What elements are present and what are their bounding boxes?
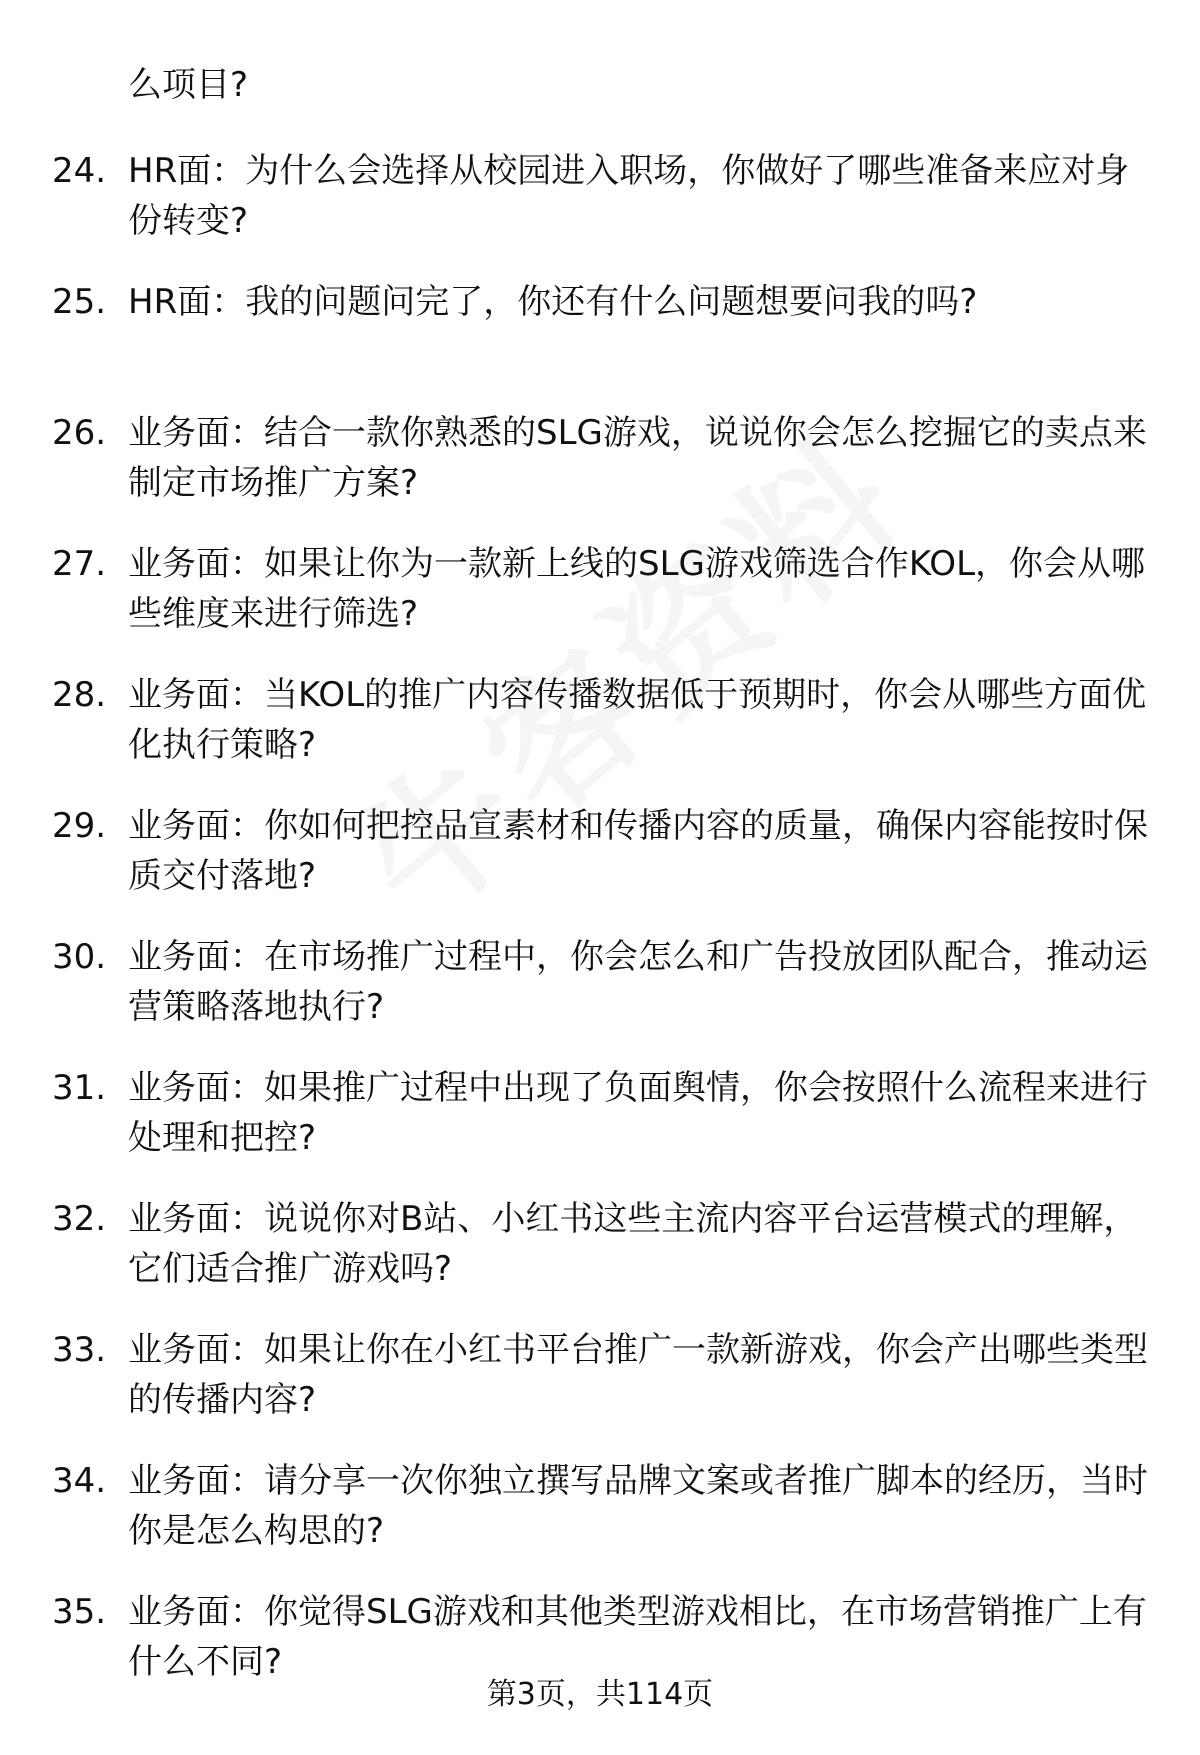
question-number: 34. <box>52 1461 107 1501</box>
question-text: HR面：我的问题问完了，你还有什么问题想要问我的吗? <box>128 282 978 322</box>
question-number: 31. <box>52 1068 107 1108</box>
question-number: 28. <box>52 675 107 715</box>
question-item <box>0 670 1200 801</box>
question-number: 29. <box>52 806 107 846</box>
question-item <box>0 1325 1200 1456</box>
question-text: 业务面：如果推广过程中出现了负面舆情，你会按照什么流程来进行处理和把控? <box>128 1068 1148 1158</box>
question-continuation: 么项目? <box>128 65 249 105</box>
question-text: 业务面：如果让你在小红书平台推广一款新游戏，你会产出哪些类型的传播内容? <box>128 1330 1148 1420</box>
question-text: 业务面：如果让你为一款新上线的SLG游戏筛选合作KOL，你会从哪些维度来进行筛选? <box>128 544 1146 634</box>
question-text: 业务面：你觉得SLG游戏和其他类型游戏相比，在市场营销推广上有什么不同? <box>128 1592 1147 1682</box>
question-number: 32. <box>52 1199 107 1239</box>
question-item <box>0 408 1200 539</box>
question-text: 业务面：你如何把控品宣素材和传播内容的质量，确保内容能按时保质交付落地? <box>128 806 1148 896</box>
question-text: 业务面：请分享一次你独立撰写品牌文案或者推广脚本的经历，当时你是怎么构思的? <box>128 1461 1148 1551</box>
question-number: 24. <box>52 151 107 191</box>
question-number: 25. <box>52 282 107 322</box>
question-text: 业务面：说说你对B站、小红书这些主流内容平台运营模式的理解，它们适合推广游戏吗? <box>128 1199 1138 1289</box>
question-item <box>0 1063 1200 1194</box>
question-number: 30. <box>52 937 107 977</box>
question-item <box>0 801 1200 932</box>
question-number: 35. <box>52 1592 107 1632</box>
question-text: 业务面：在市场推广过程中，你会怎么和广告投放团队配合，推动运营策略落地执行? <box>128 937 1148 1027</box>
question-text: 业务面：结合一款你熟悉的SLG游戏，说说你会怎么挖掘它的卖点来制定市场推广方案? <box>128 413 1147 503</box>
question-item <box>0 146 1200 277</box>
question-item <box>0 1194 1200 1325</box>
question-item <box>0 277 1200 408</box>
page-footer: 第3页，共114页 <box>486 1677 714 1712</box>
question-item <box>0 932 1200 1063</box>
question-item <box>0 1456 1200 1587</box>
question-number: 26. <box>52 413 107 453</box>
question-number: 27. <box>52 544 107 584</box>
question-text: 业务面：当KOL的推广内容传播数据低于预期时，你会从哪些方面优化执行策略? <box>128 675 1147 765</box>
question-text: HR面：为什么会选择从校园进入职场，你做好了哪些准备来应对身份转变? <box>128 151 1130 241</box>
question-number: 33. <box>52 1330 107 1370</box>
question-item <box>0 539 1200 670</box>
question-list <box>0 146 1200 1718</box>
